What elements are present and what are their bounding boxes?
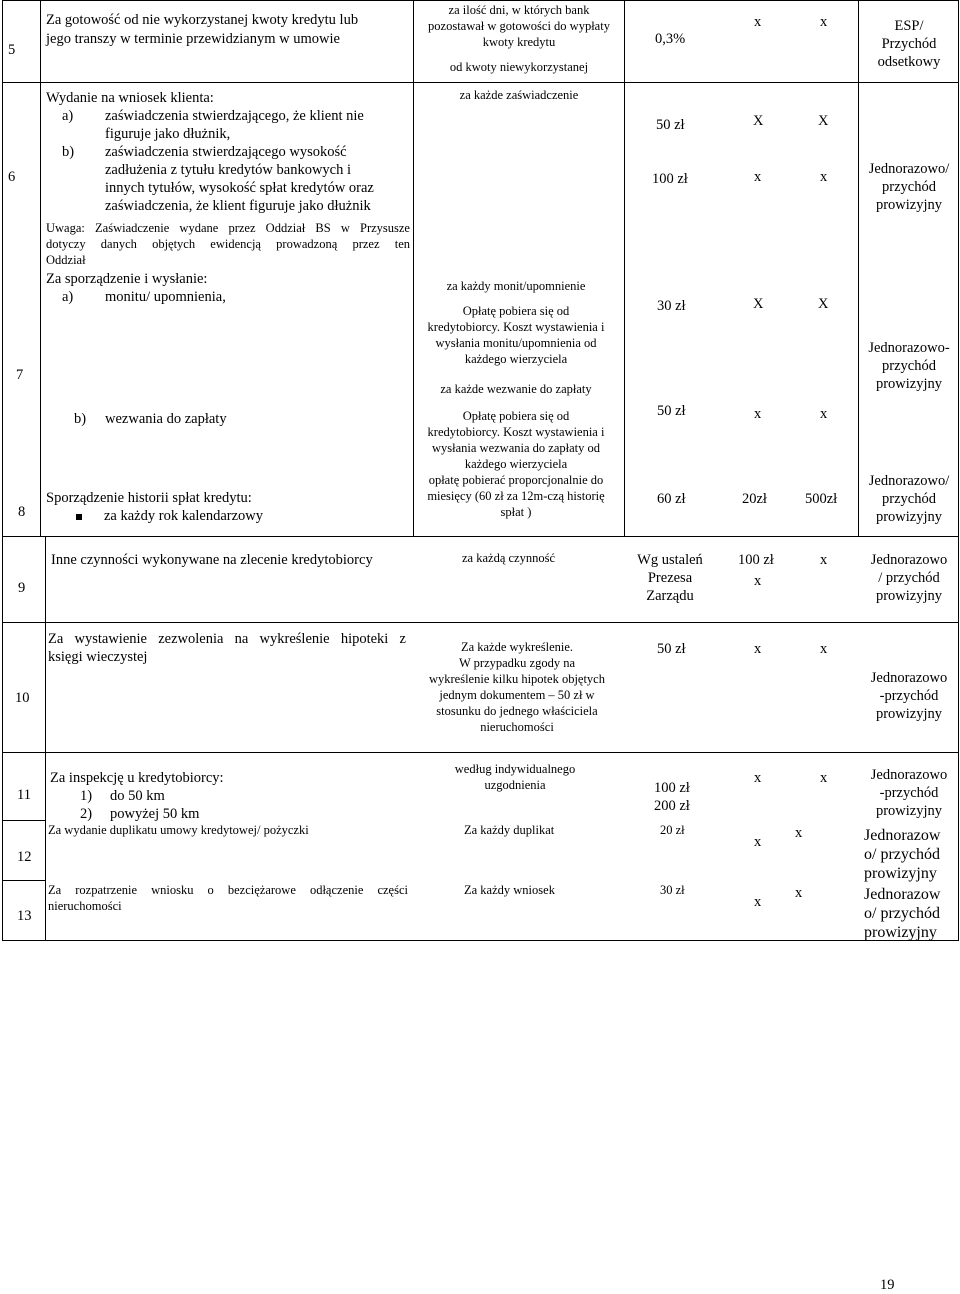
row-number: 10	[15, 690, 30, 706]
fee-mark: x	[754, 573, 762, 589]
list-item: monitu/ upomnienia,	[105, 289, 226, 305]
fee-basis: za każdą czynność	[462, 551, 555, 565]
list-item: powyżej 50 km	[110, 806, 200, 822]
fee-amount: 60 zł	[657, 491, 686, 507]
fee-mark: X	[753, 113, 764, 129]
list-marker: b)	[74, 411, 87, 427]
fee-amount: 20zł	[742, 491, 767, 507]
row-description-title: Wydanie na wniosek klienta:	[46, 90, 214, 106]
fee-amount: 500zł	[805, 491, 838, 507]
row-description: nieruchomości	[48, 899, 122, 913]
fee-mark: x	[820, 552, 828, 568]
fee-rate: Wg ustaleń	[637, 552, 703, 568]
bullet-icon	[76, 514, 82, 520]
fee-rate: Zarządu	[646, 588, 694, 604]
row-description: jego transzy w terminie przewidzianym w umowie	[46, 31, 340, 47]
settlement-mode: o/ przychód	[864, 905, 940, 922]
fee-mark: x	[820, 406, 828, 422]
fee-amount: 50 zł	[656, 117, 685, 133]
settlement-mode: przychód	[882, 358, 936, 374]
fee-basis-note: kredytobiorcy. Koszt wystawienia i	[427, 425, 605, 439]
list-marker: b)	[62, 144, 75, 160]
fee-basis: wykreślenie kilku hipotek objętych	[428, 672, 605, 686]
fee-basis: nieruchomości	[480, 720, 554, 734]
settlement-mode: odsetkowy	[877, 54, 941, 70]
fee-basis: miesięcy (60 zł za 12m-czą historię	[427, 489, 605, 503]
row-description: Za gotowość od nie wykorzystanej kwoty kredytu lub	[46, 12, 359, 28]
list-item: zaświadczenia, że klient figuruje jako dłużnik	[105, 198, 371, 214]
settlement-mode: prowizyjny	[875, 197, 943, 213]
fee-amount: 50 zł	[657, 641, 686, 657]
fee-mark: x	[795, 825, 803, 841]
settlement-mode: prowizyjny	[864, 924, 937, 941]
fee-mark: x	[754, 406, 762, 422]
fee-rate: 0,3%	[655, 31, 686, 47]
fee-amount: 200 zł	[654, 798, 690, 814]
settlement-mode: Jednorazow	[864, 827, 941, 844]
fee-basis: od kwoty niewykorzystanej	[449, 60, 589, 74]
fee-basis: W przypadku zgody na	[458, 656, 576, 670]
list-marker: 1)	[80, 788, 93, 804]
row-number: 12	[17, 849, 32, 865]
list-item: wezwania do zapłaty	[105, 411, 227, 427]
settlement-mode: prowizyjny	[875, 376, 943, 392]
row-note: Uwaga: Zaświadczenie wydane przez Oddział BS w Przysusze	[46, 221, 410, 235]
row-note: Oddział	[46, 253, 86, 267]
fee-basis: opłatę pobierać proporcjonalnie do	[428, 473, 604, 487]
list-item: figuruje jako dłużnik,	[105, 126, 231, 142]
fee-basis: spłat )	[500, 505, 532, 519]
list-marker: 2)	[80, 806, 93, 822]
fee-mark: x	[754, 770, 762, 786]
settlement-mode: prowizyjny	[875, 588, 943, 604]
settlement-mode: ESP/	[894, 18, 924, 34]
row-number: 11	[17, 787, 31, 803]
fee-mark: x	[820, 641, 828, 657]
fee-basis: za każde zaświadczenie	[459, 88, 579, 102]
fee-mark: X	[818, 113, 829, 129]
fee-mark: X	[753, 296, 764, 312]
fee-mark: x	[754, 834, 762, 850]
row-number: 8	[18, 504, 26, 520]
row-description: Za rozpatrzenie wniosku o bezciężarowe odłączenie części	[48, 883, 408, 897]
settlement-mode: -przychód	[879, 688, 939, 704]
settlement-mode: / przychód	[878, 570, 940, 586]
fee-basis: pozostawał w gotowości do wypłaty	[428, 19, 610, 33]
settlement-mode: prowizyjny	[864, 865, 937, 882]
settlement-mode: przychód	[882, 179, 936, 195]
row-number: 9	[18, 580, 26, 596]
list-item: zadłużenia z tytułu kredytów bankowych i	[105, 162, 352, 178]
fee-amount: 100 zł	[654, 780, 690, 796]
fee-basis-note: kredytobiorcy. Koszt wystawienia i	[427, 320, 605, 334]
row-description: Za wystawienie zezwolenia na wykreślenie hipoteki z	[48, 631, 406, 647]
fee-basis-note: wysłania monitu/upomnienia od	[435, 336, 597, 350]
settlement-mode: Jednorazowo	[870, 552, 948, 568]
settlement-mode: Jednorazowo/	[868, 161, 950, 177]
list-marker: a)	[62, 108, 74, 124]
list-item: zaświadczenia stwierdzającego, że klient nie	[105, 108, 364, 124]
fee-amount: 30 zł	[660, 883, 685, 897]
row-number: 13	[17, 908, 32, 924]
settlement-mode: Jednorazowo/	[868, 473, 950, 489]
fee-basis: jednym dokumentem – 50 zł w	[439, 688, 595, 702]
row-note: dotyczy danych objętych ewidencją prowadzoną przez ten	[46, 237, 410, 251]
fee-mark: x	[795, 885, 803, 901]
settlement-mode: -przychód	[879, 785, 939, 801]
row-description: księgi wieczystej	[48, 649, 148, 665]
fee-mark: x	[754, 169, 762, 185]
fee-mark: x	[820, 14, 828, 30]
settlement-mode: Jednorazow	[864, 886, 941, 903]
settlement-mode: Jednorazowo	[870, 767, 948, 783]
fee-mark: x	[754, 14, 762, 30]
row-description: Inne czynności wykonywane na zlecenie kredytobiorcy	[51, 552, 373, 568]
fee-mark: x	[754, 894, 762, 910]
fee-amount: 100 zł	[738, 552, 774, 568]
row-number: 5	[8, 42, 16, 58]
fee-rate: Prezesa	[647, 570, 693, 586]
row-description-title: Sporządzenie historii spłat kredytu:	[46, 490, 252, 506]
settlement-mode: o/ przychód	[864, 846, 940, 863]
fee-mark: x	[820, 770, 828, 786]
list-marker: a)	[62, 289, 74, 305]
row-description-title: Za inspekcję u kredytobiorcy:	[50, 770, 224, 786]
settlement-mode: Jednorazowo-	[868, 340, 950, 356]
fee-basis-note: każdego wierzyciela	[464, 457, 568, 471]
fee-amount: 20 zł	[660, 823, 685, 837]
fee-basis: za każde wezwanie do zapłaty	[440, 382, 592, 396]
fee-basis: za każdy monit/upomnienie	[446, 279, 586, 293]
list-item: zaświadczenia stwierdzającego wysokość	[105, 144, 347, 160]
settlement-mode: Jednorazowo	[870, 670, 948, 686]
list-item: do 50 km	[110, 788, 165, 804]
fee-mark: X	[818, 296, 829, 312]
fee-basis: Za każde wykreślenie.	[460, 640, 574, 654]
list-item: innych tytułów, wysokość spłat kredytów oraz	[105, 180, 374, 196]
fee-basis-note: Opłatę pobiera się od	[462, 304, 570, 318]
list-item: za każdy rok kalendarzowy	[76, 507, 263, 525]
settlement-mode: Przychód	[881, 36, 937, 52]
fee-amount: 50 zł	[657, 403, 686, 419]
fee-amount: 30 zł	[657, 298, 686, 314]
fee-basis-note: każdego wierzyciela	[464, 352, 568, 366]
settlement-mode: prowizyjny	[875, 803, 943, 819]
fee-basis-note: wysłania wezwania do zapłaty od	[432, 441, 600, 455]
fee-basis: za ilość dni, w których bank	[448, 3, 590, 17]
row-description-title: Za sporządzenie i wysłanie:	[46, 271, 208, 287]
row-number: 6	[8, 169, 16, 185]
fee-basis: kwoty kredytu	[482, 35, 556, 49]
fee-mark: x	[754, 641, 762, 657]
fee-basis: według indywidualnego	[454, 762, 576, 776]
fee-mark: x	[820, 169, 828, 185]
fee-basis: Za każdy wniosek	[464, 883, 555, 897]
fee-basis: Za każdy duplikat	[464, 823, 555, 837]
fee-basis-note: Opłatę pobiera się od	[462, 409, 570, 423]
fee-basis: stosunku do jednego właściciela	[436, 704, 598, 718]
settlement-mode: przychód	[882, 491, 936, 507]
row-description: Za wydanie duplikatu umowy kredytowej/ pożyczki	[48, 823, 309, 837]
row-number: 7	[16, 367, 24, 383]
fee-basis: uzgodnienia	[484, 778, 546, 792]
fee-amount: 100 zł	[652, 171, 688, 187]
page-number: 19	[880, 1277, 895, 1293]
settlement-mode: prowizyjny	[875, 509, 943, 525]
settlement-mode: prowizyjny	[875, 706, 943, 722]
